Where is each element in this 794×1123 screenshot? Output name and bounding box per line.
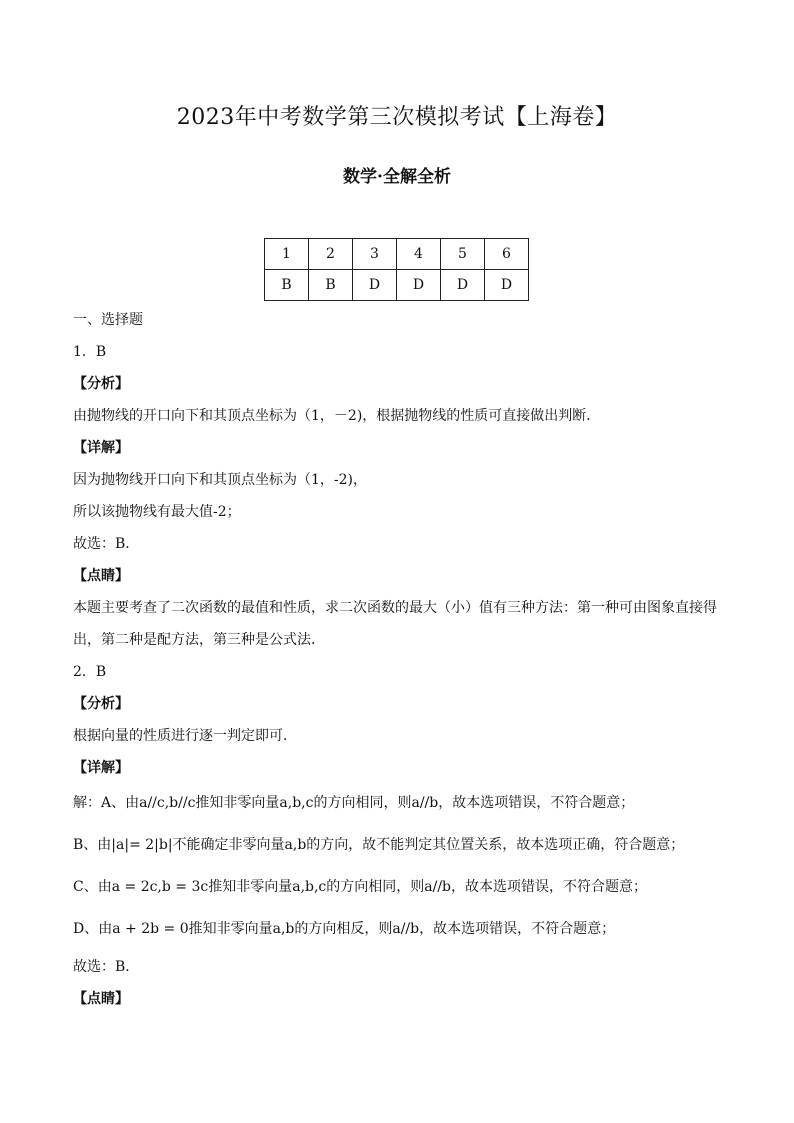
q2-comment-tag: 【点睛】 bbox=[73, 991, 129, 1007]
answer-number-cell: 5 bbox=[441, 239, 485, 270]
q2-option-d-analysis: D、由a + 2b = 0推知非零向量a,b的方向相反，则a//b，故本选项错误，不符合题意； bbox=[73, 921, 616, 937]
q2-heading: 2．B bbox=[73, 664, 107, 680]
page-title: 2023年中考数学第三次模拟考试【上海卷】 bbox=[176, 105, 618, 130]
q1-analysis-text: 由抛物线的开口向下和其顶点坐标为（1，－2)，根据抛物线的性质可直接做出判断． bbox=[73, 408, 601, 424]
answer-number-cell: 2 bbox=[309, 239, 353, 270]
section-heading: 一、选择题 bbox=[73, 312, 143, 328]
q2-analysis-tag: 【分析】 bbox=[73, 696, 129, 712]
q1-detail-line-1: 因为抛物线开口向下和其顶点坐标为（1，-2)， bbox=[73, 472, 368, 488]
q2-option-c-analysis: C、由a = 2c,b = 3c推知非零向量a,b,c的方向相同，则a//b，故本选项错误，不符合题意； bbox=[73, 879, 648, 895]
q1-detail-line-2: 所以该抛物线有最大值-2； bbox=[73, 504, 241, 520]
answer-table-number-row bbox=[265, 239, 529, 270]
q1-choice: 故选：B． bbox=[73, 536, 140, 552]
q2-option-b-analysis: B、由|a|= 2|b|不能确定非零向量a,b的方向，故不能判定其位置关系，故本选项正确，符合题意； bbox=[73, 837, 685, 853]
answer-number-cell: 4 bbox=[397, 239, 441, 270]
answer-letter-cell: B bbox=[265, 270, 309, 301]
answer-table bbox=[264, 238, 529, 301]
answer-letter-cell: D bbox=[485, 270, 529, 301]
q1-comment-line-2: 出，第二种是配方法，第三种是公式法． bbox=[73, 632, 325, 648]
answer-table-answer-row bbox=[265, 270, 529, 301]
page-subtitle: 数学·全解全析 bbox=[343, 167, 451, 187]
q1-comment-tag: 【点睛】 bbox=[73, 568, 129, 584]
answer-number-cell: 3 bbox=[353, 239, 397, 270]
q2-choice: 故选：B． bbox=[73, 959, 140, 975]
answer-number-cell: 6 bbox=[485, 239, 529, 270]
q1-comment-line-1: 本题主要考查了二次函数的最值和性质，求二次函数的最大（小）值有三种方法：第一种可由图象直接得 bbox=[73, 600, 717, 616]
q2-analysis-text: 根据向量的性质进行逐一判定即可． bbox=[73, 728, 297, 744]
answer-number-cell: 1 bbox=[265, 239, 309, 270]
answer-letter-cell: D bbox=[397, 270, 441, 301]
q1-heading: 1．B bbox=[73, 344, 107, 360]
answer-letter-cell: D bbox=[353, 270, 397, 301]
q1-detail-tag: 【详解】 bbox=[73, 440, 129, 456]
q2-option-a-analysis: 解：A、由a//c,b//c推知非零向量a,b,c的方向相同，则a//b，故本选项错误，不符合题意； bbox=[73, 795, 635, 811]
answer-letter-cell: D bbox=[441, 270, 485, 301]
q2-detail-tag: 【详解】 bbox=[73, 760, 129, 776]
answer-letter-cell: B bbox=[309, 270, 353, 301]
q1-analysis-tag: 【分析】 bbox=[73, 376, 129, 392]
